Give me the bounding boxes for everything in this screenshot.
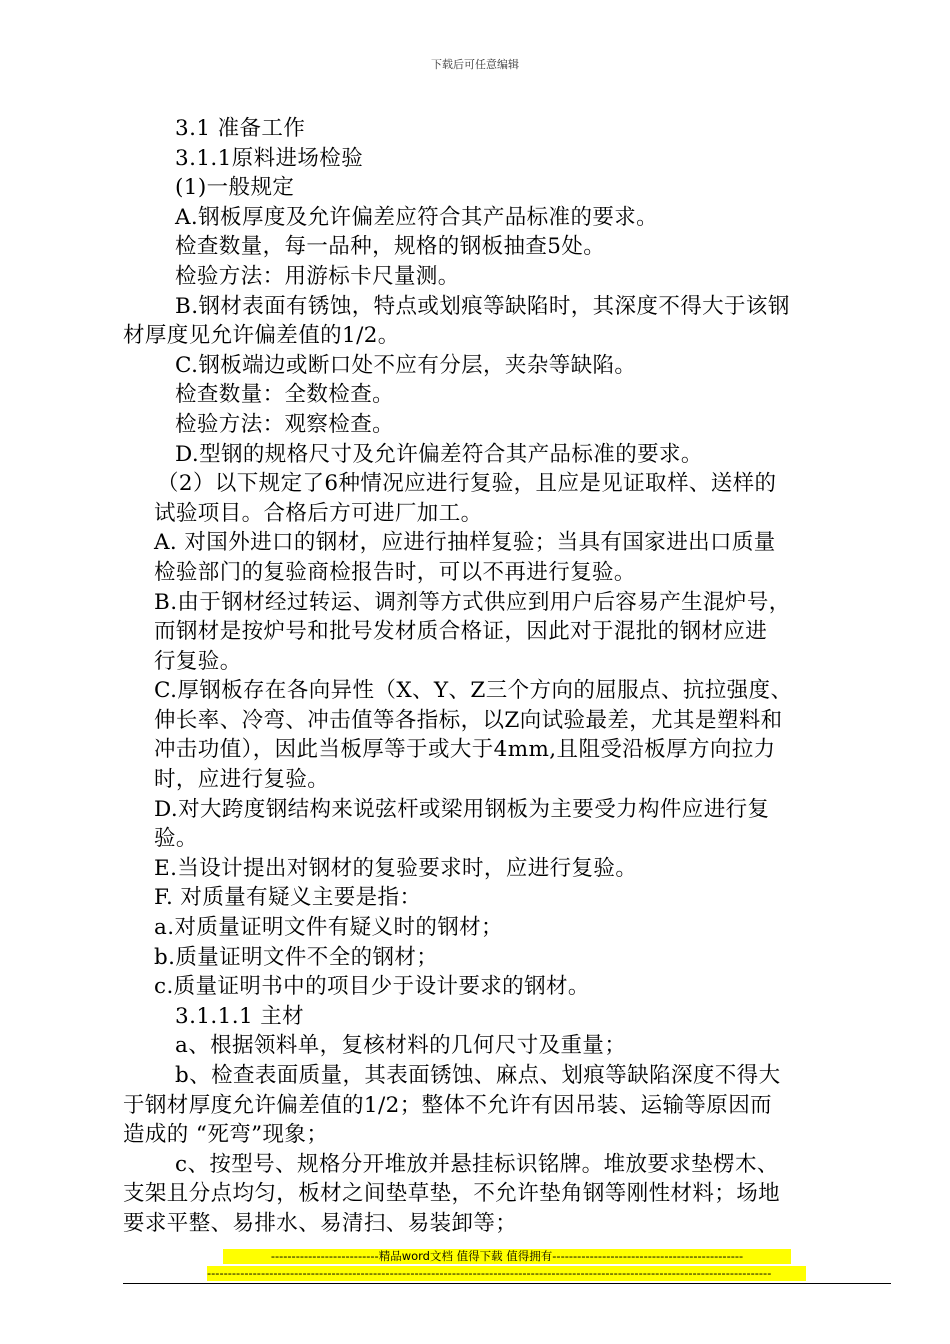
paragraph-line: 造成的 “死弯”现象； [123,1122,329,1148]
paragraph-line: b.质量证明文件不全的钢材； [154,944,439,970]
paragraph-line: 检验部门的复验商检报告时，可以不再进行复验。 [154,559,636,585]
paragraph-line: 冲击功值），因此当板厚等于或大于4mm,且阻受沿板厚方向拉力 [154,737,776,763]
paragraph-line: A.钢板厚度及允许偏差应符合其产品标准的要求。 [175,204,659,230]
footer-banner-line: --------------------------精品word文档 值得下载 值得拥有---------------------------------------------- [223,1249,791,1264]
paragraph-line: 行复验。 [154,648,242,674]
paragraph-line: B.钢材表面有锈蚀，特点或划痕等缺陷时，其深度不得大于该钢 [175,293,790,319]
paragraph-line: 时，应进行复验。 [154,767,330,793]
clause-heading-1: (1)一般规定 [175,175,295,201]
footer-rule [123,1283,891,1284]
paragraph-line: 检查数量，每一品种，规格的钢板抽查5处。 [175,234,606,260]
paragraph-line: E.当设计提出对钢材的复验要求时，应进行复验。 [154,855,638,881]
paragraph-line: a、根据领料单，复核材料的几何尺寸及重量； [175,1033,627,1059]
subsection-heading-3-1-1-1: 3.1.1.1 主材 [175,1003,305,1029]
paragraph-line: 检查数量：全数检查。 [175,382,395,408]
paragraph-line: a.对质量证明文件有疑义时的钢材； [154,915,503,941]
paragraph-line: c.质量证明书中的项目少于设计要求的钢材。 [154,974,590,1000]
paragraph-line: F. 对质量有疑义主要是指： [154,885,422,911]
paragraph-line: c、按型号、规格分开堆放并悬挂标识铭牌。堆放要求垫楞木、 [175,1151,779,1177]
paragraph-line: 检验方法：用游标卡尺量测。 [175,263,460,289]
paragraph-line: 要求平整、易排水、易清扫、易装卸等； [123,1210,518,1236]
section-heading-3-1: 3.1 准备工作 [175,116,306,141]
footer-dash-line: ---------------------------------------------------------------------------------------------------------------------------------------- [207,1266,806,1281]
paragraph-line: D.型钢的规格尺寸及允许偏差符合其产品标准的要求。 [175,441,703,467]
paragraph-line: 而钢材是按炉号和批号发材质合格证，因此对于混批的钢材应进 [154,619,768,645]
paragraph-line: 试验项目。合格后方可进厂加工。 [154,500,483,526]
paragraph-line: 于钢材厚度允许偏差值的1/2；整体不允许有因吊装、运输等原因而 [123,1092,773,1118]
clause-heading-2: （2）以下规定了6种情况应进行复验，且应是见证取样、送样的 [157,471,777,497]
paragraph-line: 材厚度见允许偏差值的1/2。 [123,323,400,349]
paragraph-line: A. 对国外进口的钢材，应进行抽样复验；当具有国家进出口质量 [154,530,776,556]
paragraph-line: b、检查表面质量，其表面锈蚀、麻点、划痕等缺陷深度不得大 [175,1063,781,1088]
paragraph-line: D.对大跨度钢结构来说弦杆或梁用钢板为主要受力构件应进行复 [154,796,770,822]
paragraph-line: 检验方法：观察检查。 [175,411,395,437]
paragraph-line: B.由于钢材经过转运、调剂等方式供应到用户后容易产生混炉号， [154,589,791,615]
paragraph-line: C.钢板端边或断口处不应有分层，夹杂等缺陷。 [175,352,637,378]
paragraph-line: 伸长率、冷弯、冲击值等各指标，以Z向试验最差，尤其是塑料和 [154,707,783,733]
document-body [123,114,891,1239]
subsection-heading-3-1-1: 3.1.1原料进场检验 [175,145,364,171]
page-header: 下载后可任意编辑 [431,58,519,71]
paragraph-line: 支架且分点均匀，板材之间垫草垫，不允许垫角钢等刚性材料；场地 [123,1181,781,1207]
paragraph-line: 验。 [154,826,198,852]
paragraph-line: C.厚钢板存在各向异性（X、Y、Z三个方向的屈服点、抗拉强度、 [154,678,793,704]
